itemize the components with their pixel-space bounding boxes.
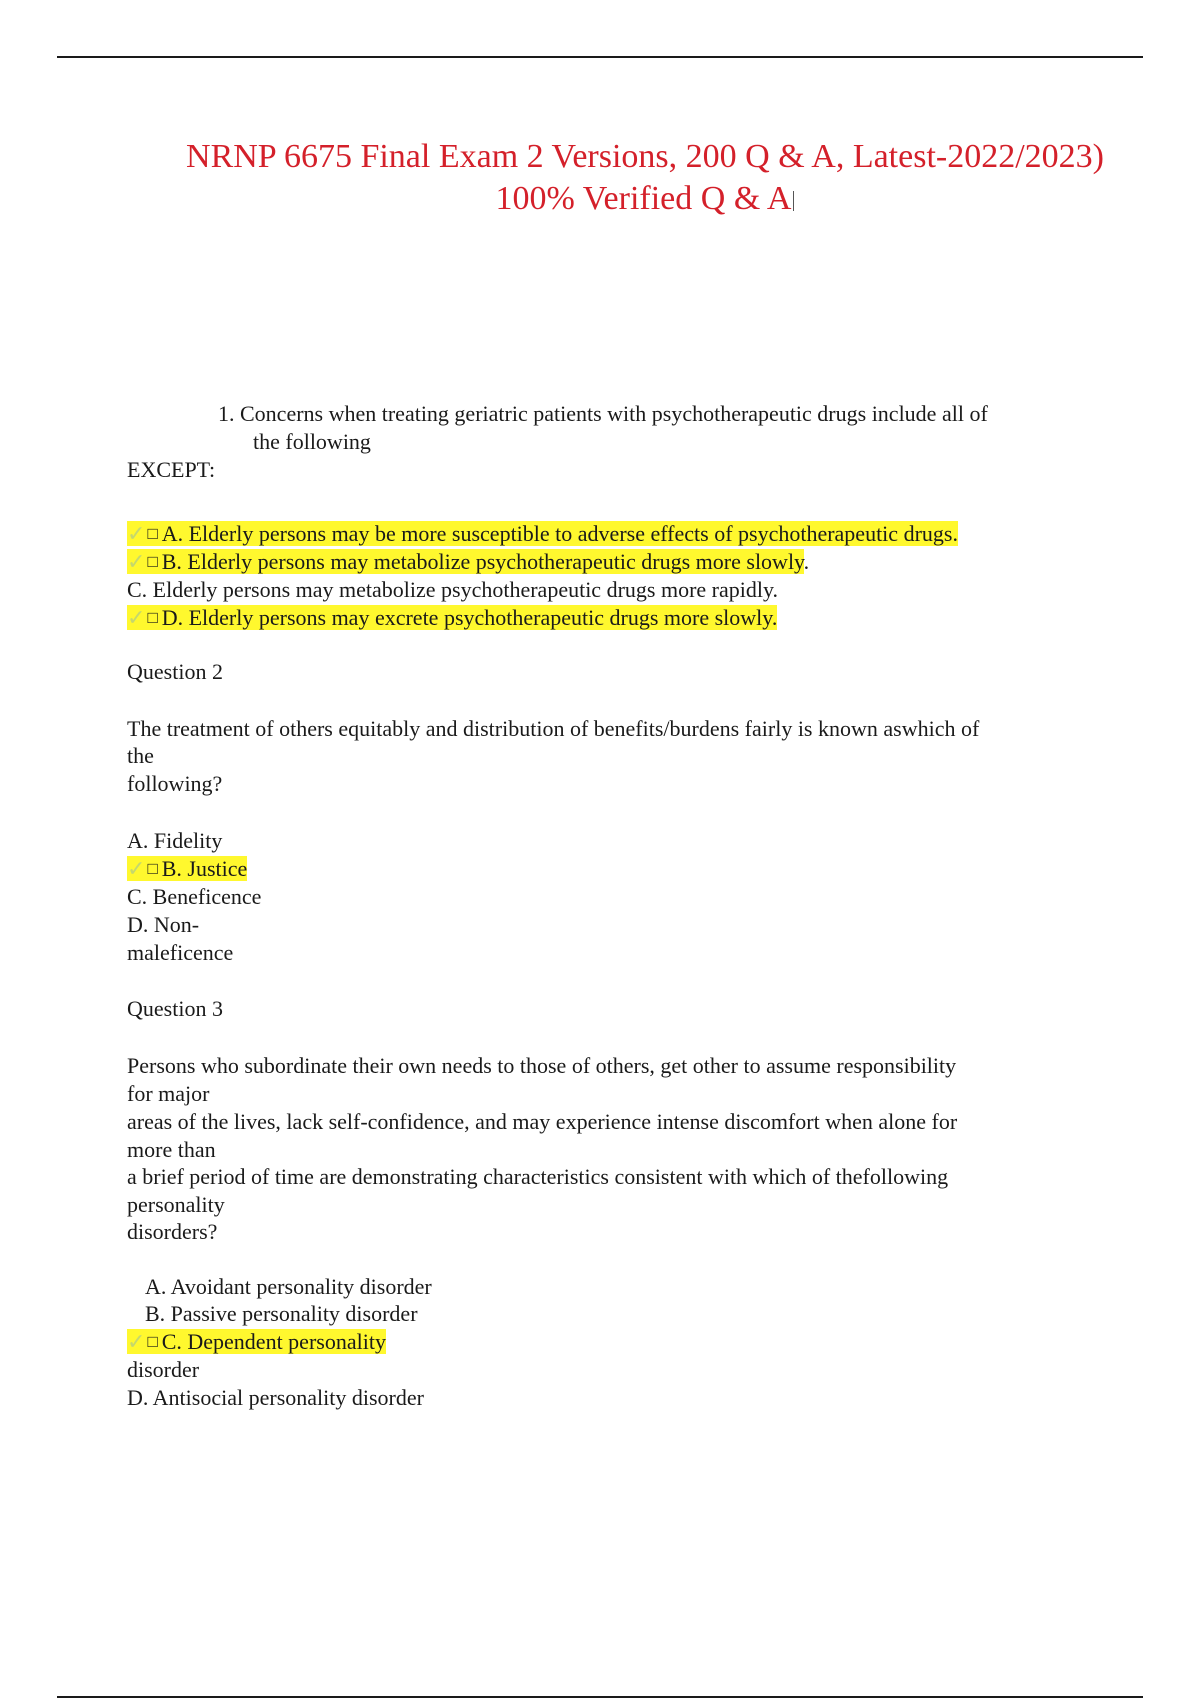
checkbox-icon: □ xyxy=(147,1332,158,1351)
q2-text-line-1: The treatment of others equitably and distribution of benefits/burdens fairly is known aswhich of xyxy=(127,716,980,741)
q2-option-d-line-1: D. Non- xyxy=(127,912,200,937)
check-mark-icon: ✓ xyxy=(127,549,146,574)
q1-text-line-3: EXCEPT: xyxy=(127,457,216,482)
q3-option-a: A. Avoidant personality disorder xyxy=(145,1274,432,1299)
title-line-1: NRNP 6675 Final Exam 2 Versions, 200 Q & A, Latest-2022/2023) xyxy=(186,138,1104,175)
q3-option-c-line-2: disorder xyxy=(127,1357,200,1382)
q1-text-line-2: the following xyxy=(253,429,371,454)
answer-highlight: ✓ □ C. Dependent personality xyxy=(127,1329,386,1354)
q3-text-line-6: personality xyxy=(127,1192,225,1217)
answer-highlight: ✓ □ A. Elderly persons may be more susceptible to adverse effects of psychotherapeutic drugs. xyxy=(127,521,958,546)
q2-text-line-2: the xyxy=(127,743,154,768)
check-mark-icon: ✓ xyxy=(127,521,146,546)
checkbox-icon: □ xyxy=(147,859,158,878)
q3-text-line-1: Persons who subordinate their own needs to those of others, get other to assume responsibility xyxy=(127,1053,957,1078)
q2-option-a: A. Fidelity xyxy=(127,828,223,853)
document-title xyxy=(150,136,1140,220)
q3-option-d: D. Antisocial personality disorder xyxy=(127,1385,424,1410)
q3-text-line-3: areas of the lives, lack self-confidence, and may experience intense discomfort when alone for xyxy=(127,1109,958,1134)
answer-highlight: ✓ □ D. Elderly persons may excrete psychotherapeutic drugs more slowly. xyxy=(127,605,778,630)
checkbox-icon: □ xyxy=(147,552,158,571)
bottom-rule xyxy=(57,1696,1143,1698)
q3-text-line-4: more than xyxy=(127,1137,216,1162)
answer-highlight: ✓ □ B. Elderly persons may metabolize psychotherapeutic drugs more slowly xyxy=(127,549,804,574)
q3-option-c-line-1 xyxy=(127,1329,386,1355)
checkbox-icon: □ xyxy=(147,524,158,543)
q1-option-b: ✓ □ B. Elderly persons may metabolize psychotherapeutic drugs more slowly. xyxy=(127,549,810,574)
q3-text-line-2: for major xyxy=(127,1081,210,1106)
q1-text-line-1: 1. Concerns when treating geriatric patients with psychotherapeutic drugs include all of xyxy=(218,401,988,426)
check-mark-icon: ✓ xyxy=(127,856,146,881)
q3-option-b: B. Passive personality disorder xyxy=(145,1301,418,1326)
q2-option-c: C. Beneficence xyxy=(127,884,262,909)
q2-text-line-3: following? xyxy=(127,771,223,796)
q1-option-a xyxy=(127,521,958,547)
text-cursor xyxy=(793,191,794,211)
q2-heading: Question 2 xyxy=(127,659,223,684)
q1-option-c: C. Elderly persons may metabolize psychotherapeutic drugs more rapidly. xyxy=(127,577,779,602)
answer-highlight: ✓ □ B. Justice xyxy=(127,856,248,881)
q2-option-d-line-2: maleficence xyxy=(127,940,234,965)
top-rule xyxy=(57,56,1143,58)
q2-option-b xyxy=(127,856,247,882)
check-mark-icon: ✓ xyxy=(127,1329,146,1354)
check-mark-icon: ✓ xyxy=(127,605,146,630)
q3-heading: Question 3 xyxy=(127,996,223,1021)
q3-text-line-5: a brief period of time are demonstrating characteristics consistent with which of thefollowing xyxy=(127,1164,949,1189)
q1-option-d xyxy=(127,605,777,631)
q3-text-line-7: disorders? xyxy=(127,1219,218,1244)
checkbox-icon: □ xyxy=(147,608,158,627)
title-line-2: 100% Verified Q & A xyxy=(150,178,1140,220)
